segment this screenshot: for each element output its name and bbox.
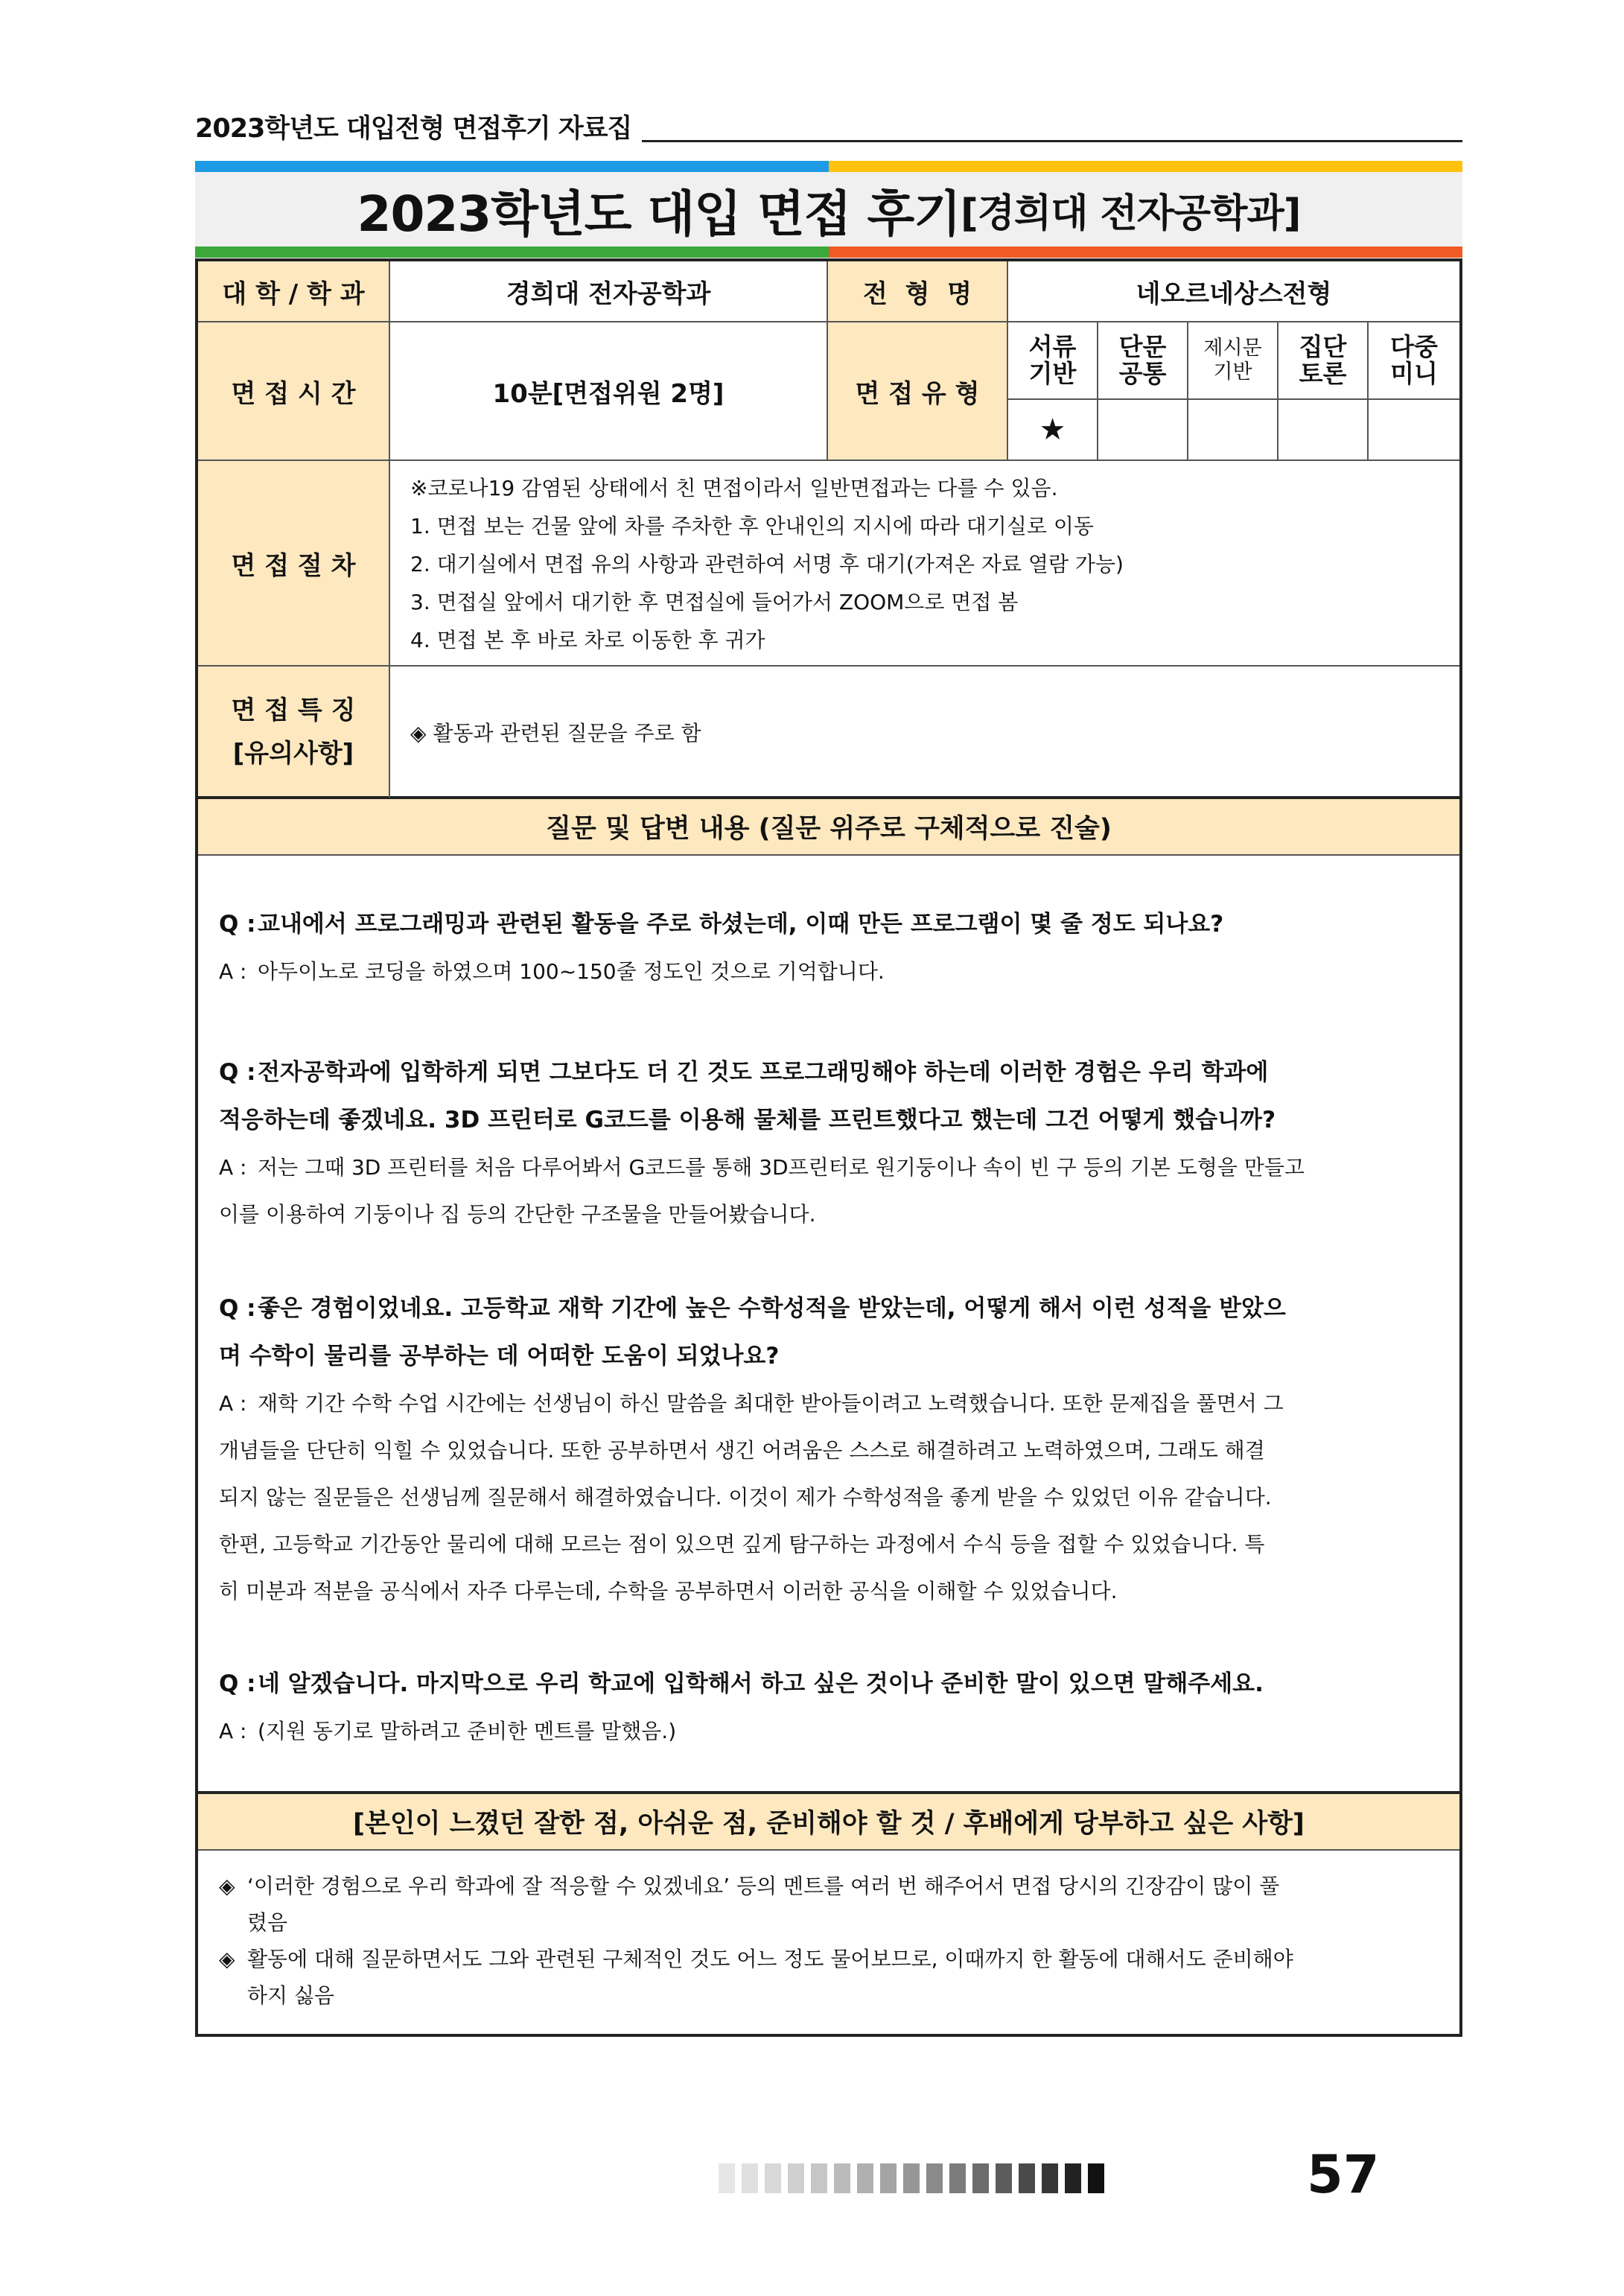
note-text-continued: 렸음 (247, 1910, 288, 1935)
note-text-continued: 하지 싫음 (247, 1983, 335, 2008)
question-continued: 며 수학이 물리를 공부하는 데 어떠한 도움이 되었나요? (219, 1343, 780, 1370)
type-mark-cell (1098, 400, 1187, 459)
procedure-step: 4. 면접 본 후 바로 차로 이동한 후 귀가 (410, 628, 765, 652)
answer-continued: 되지 않는 질문들은 선생님께 질문해서 해결하였습니다. 이것이 제가 수학성적을 좋게 받을 수 있었던 이유 같습니다. (219, 1485, 1272, 1510)
procedure-step: 3. 면접실 앞에서 대기한 후 면접실에 들어가서 ZOOM으로 면접 봄 (410, 590, 1019, 614)
interview-time-value: 10분[면접위원 2명] (492, 378, 725, 409)
qa-item (219, 900, 1440, 995)
type-passage-based-line2: 기반 (1213, 360, 1252, 384)
admission-type-value: 네오르네상스전형 (1136, 279, 1332, 309)
title-box (195, 172, 1462, 247)
qa-item (219, 1660, 1440, 1755)
question (219, 1660, 1440, 1708)
bottom-bar-green (195, 247, 829, 258)
answer-continued: 이를 이용하여 기둥이나 집 등의 간단한 구조물을 만들어봤습니다. (219, 1202, 816, 1227)
type-group-discussion-line1: 집단 (1299, 332, 1347, 361)
question-text: 좋은 경험이었네요. 고등학교 재학 기간에 높은 수학성적을 받았는데, 어떻게 해서 이런 성적을 받았으 (258, 1295, 1286, 1322)
type-mark-cell (1188, 400, 1277, 459)
footer-gradient-blocks (719, 2163, 1104, 2193)
note-bullet: ◈ (219, 1874, 235, 1898)
type-passage-based-line1: 제시문 (1203, 337, 1262, 360)
type-group-discussion (1278, 322, 1367, 398)
star-mark: ★ (1039, 413, 1066, 447)
question-text: 교내에서 프로그래밍과 관련된 활동을 주로 하셨는데, 이때 만든 프로그램이 몇 줄 정도 되나요? (258, 911, 1224, 938)
procedure-label: 면 접 절 차 (231, 550, 356, 581)
type-group-discussion-line2: 토론 (1299, 359, 1347, 388)
note-text: ‘이러한 경험으로 우리 학과에 잘 적응할 수 있겠네요’ 등의 멘트를 여러 번 해주어서 면접 당시의 긴장감이 많이 풀 (247, 1874, 1280, 1898)
interview-type-label: 면 접 유 형 (855, 378, 980, 409)
answer-prefix: A : (219, 1719, 247, 1743)
answer-text: 아두이노로 코딩을 하였으며 100~150줄 정도인 것으로 기억합니다. (258, 959, 885, 984)
type-multiple-mini (1369, 322, 1459, 398)
question (219, 1285, 1440, 1332)
title-banner (195, 161, 1462, 258)
running-header (195, 108, 1462, 144)
answer-text: 저는 그때 3D 프린터를 처음 다루어봐서 G코드를 통해 3D프린터로 원기둥이나 속이 빈 구 등의 기본 도형을 만들고 (258, 1155, 1305, 1180)
type-document-based-line2: 기반 (1028, 359, 1077, 388)
procedure-note: ※코로나19 감염된 상태에서 친 면접이라서 일반면접과는 다를 수 있음. (410, 476, 1058, 500)
note-bullet: ◈ (219, 1947, 235, 1971)
qa-item (219, 1049, 1440, 1238)
question-continued: 적응하는데 좋겠네요. 3D 프린터로 G코드를 이용해 물체를 프린트했다고 했는데 그건 어떻게 했습니까? (219, 1107, 1276, 1133)
answer-continued: 한편, 고등학교 기간동안 물리에 대해 모르는 점이 있으면 깊게 탐구하는 과정에서 수식 등을 접할 수 있었습니다. 특 (219, 1532, 1265, 1556)
page-subtitle: [경희대 전자공학과] (960, 191, 1301, 236)
question-text: 네 알겠습니다. 마지막으로 우리 학교에 입학해서 하고 싶은 것이나 준비한 말이 있으면 말해주세요. (258, 1670, 1264, 1697)
school-label: 대 학 / 학 과 (222, 279, 365, 309)
question-prefix: Q : (219, 1670, 256, 1697)
answer (219, 1380, 1440, 1427)
answer (219, 948, 1440, 995)
note-text: 활동에 대해 질문하면서도 그와 관련된 구체적인 것도 어느 정도 물어보므로, 이때까지 한 활동에 대해서도 준비해야 (247, 1947, 1293, 1971)
answer-text: 재학 기간 수학 수업 시간에는 선생님이 하신 말씀을 최대한 받아들이려고 노력했습니다. 또한 문제집을 풀면서 그 (258, 1391, 1284, 1416)
page-title: 2023학년도 대입 면접 후기 (357, 185, 961, 243)
answer-prefix: A : (219, 1391, 247, 1416)
question-prefix: Q : (219, 911, 256, 938)
question-prefix: Q : (219, 1059, 256, 1086)
type-document-based-line1: 서류 (1028, 332, 1077, 361)
top-bar-blue (195, 161, 829, 172)
type-multiple-mini-line2: 미니 (1390, 359, 1438, 388)
top-bar-yellow (829, 161, 1462, 172)
procedure-list (410, 469, 1453, 659)
question (219, 900, 1440, 948)
answer-text: (지원 동기로 말하려고 준비한 멘트를 말했음.) (258, 1719, 677, 1743)
features-label (198, 667, 389, 798)
procedure-step: 1. 면접 보는 건물 앞에 차를 주차한 후 안내인의 지시에 따라 대기실로 이동 (410, 514, 1094, 538)
type-passage-based (1188, 322, 1277, 398)
running-header-text: 2023학년도 대입전형 면접후기 자료집 (195, 114, 632, 144)
bottom-bar-red (829, 247, 1462, 258)
admission-type-label: 전 형 명 (863, 279, 972, 309)
type-short-common (1098, 322, 1187, 398)
type-short-common-line1: 단문 (1118, 332, 1167, 361)
notes-list (219, 1868, 1440, 2014)
interview-form (195, 258, 1462, 2037)
school-value: 경희대 전자공학과 (506, 279, 711, 309)
answer-prefix: A : (219, 1155, 247, 1180)
type-mark-cell (1278, 400, 1367, 459)
page-number: 57 (1307, 2144, 1380, 2205)
features-label-line1: 면 접 특 징 (231, 696, 356, 725)
note-item (219, 1941, 1440, 2014)
notes-heading: [본인이 느꼈던 잘한 점, 아쉬운 점, 준비해야 할 것 / 후배에게 당부하고 싶은 사항] (198, 1794, 1459, 1849)
answer-prefix: A : (219, 959, 247, 984)
interview-time-label: 면 접 시 간 (231, 378, 356, 409)
answer-continued: 히 미분과 적분을 공식에서 자주 다루는데, 수학을 공부하면서 이러한 공식을 이해할 수 있었습니다. (219, 1579, 1118, 1603)
features-text: ◈ 활동과 관련된 질문을 주로 함 (410, 721, 701, 745)
answer (219, 1144, 1440, 1191)
question (219, 1049, 1440, 1096)
type-mark-cell (1369, 400, 1459, 459)
qa-heading: 질문 및 답변 내용 (질문 위주로 구체적으로 진술) (198, 799, 1459, 854)
type-document-based (1008, 322, 1097, 398)
question-text: 전자공학과에 입학하게 되면 그보다도 더 긴 것도 프로그래밍해야 하는데 이러한 경험은 우리 학과에 (258, 1059, 1269, 1086)
type-multiple-mini-line1: 다중 (1390, 332, 1438, 361)
question-prefix: Q : (219, 1295, 256, 1322)
qa-item (219, 1285, 1440, 1615)
note-item (219, 1868, 1440, 1941)
features-label-line2: [유의사항] (232, 739, 354, 769)
type-short-common-line2: 공통 (1118, 359, 1167, 388)
answer-continued: 개념들을 단단히 익힐 수 있었습니다. 또한 공부하면서 생긴 어려움은 스스로 해결하려고 노력하였으며, 그래도 해결 (219, 1438, 1265, 1463)
running-header-rule (642, 140, 1462, 142)
procedure-step: 2. 대기실에서 면접 유의 사항과 관련하여 서명 후 대기(가져온 자료 열람 가능) (410, 552, 1124, 576)
answer (219, 1708, 1440, 1755)
